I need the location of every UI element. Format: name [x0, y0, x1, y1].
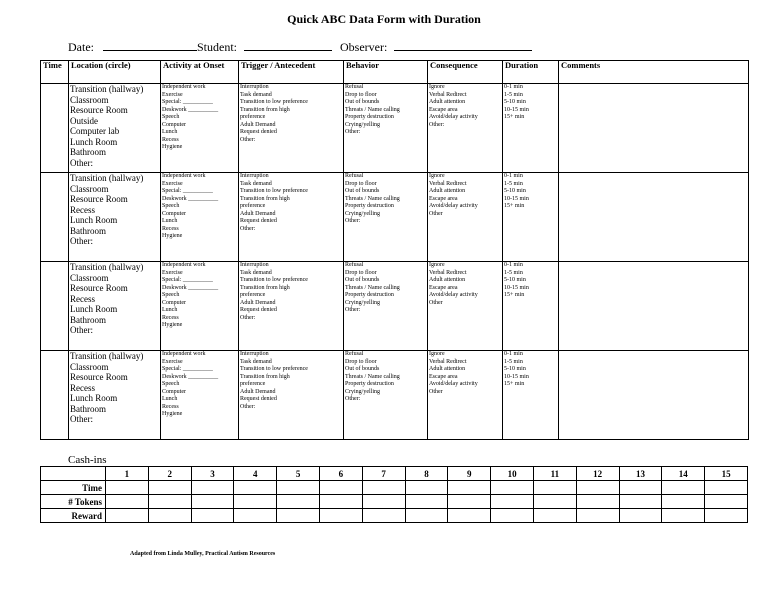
duration-option[interactable]: 15+ min [504, 203, 525, 209]
cashin-entry-cell[interactable] [619, 509, 662, 523]
activity-list [161, 262, 239, 351]
cashin-entry-cell[interactable] [405, 495, 448, 509]
trigger-option[interactable]: Transition to low preference [240, 188, 308, 194]
cashin-entry-cell[interactable] [405, 509, 448, 523]
duration-option[interactable]: 1-5 min [504, 91, 523, 98]
header-duration: Duration [503, 61, 559, 84]
behavior-option[interactable]: Crying/yelling [345, 210, 380, 217]
duration-option[interactable]: 10-15 min [504, 284, 529, 291]
abc-data-table [40, 60, 749, 440]
activitie-option[interactable]: Recess [162, 314, 179, 321]
consequence-option[interactable]: Verbal Redirect [429, 180, 467, 187]
consequence-option[interactable]: Verbal Redirect [429, 269, 467, 276]
comments-cell[interactable] [559, 262, 749, 351]
duration-option[interactable]: 0-1 min [504, 84, 523, 90]
location-option[interactable]: Recess [70, 382, 95, 393]
behavior-option[interactable]: Other: [345, 218, 361, 224]
cashins-row-label: # Tokens [41, 495, 106, 509]
header-activity: Activity at Onset [161, 61, 239, 84]
location-option[interactable]: Other: [70, 236, 93, 246]
behavior-option[interactable]: Drop to floor [345, 91, 377, 98]
abc-entry-row [41, 173, 749, 262]
location-list [69, 84, 161, 173]
location-option[interactable]: Resource Room [70, 194, 128, 204]
location-option[interactable]: Other: [70, 414, 93, 424]
activitie-option[interactable]: Deskwork __________ [162, 284, 219, 291]
cashins-number-row [41, 467, 748, 481]
consequence-list [428, 351, 503, 440]
trigger-list [239, 351, 344, 440]
consequence-option[interactable]: Escape area [429, 284, 458, 291]
duration-option[interactable]: 10-15 min [504, 195, 529, 202]
behavior-list [344, 173, 428, 262]
behavior-option[interactable]: Property destruction [345, 203, 394, 209]
location-option[interactable]: Lunch Room [70, 393, 118, 403]
cashin-entry-cell[interactable] [106, 509, 149, 523]
trigger-option[interactable]: Transition from high [240, 284, 290, 291]
comments-cell[interactable] [559, 351, 749, 440]
activitie-option[interactable]: Exercise [162, 91, 183, 98]
location-option[interactable]: Bathroom [70, 225, 106, 236]
time-cell[interactable] [41, 351, 69, 440]
location-option[interactable]: Resource Room [70, 372, 128, 382]
duration-option[interactable]: 5-10 min [504, 277, 526, 283]
abc-header-row [41, 61, 749, 84]
duration-option[interactable]: 10-15 min [504, 106, 529, 113]
cashin-entry-cell[interactable] [191, 509, 234, 523]
trigger-option[interactable]: Task demand [240, 180, 272, 187]
activitie-option[interactable]: Exercise [162, 269, 183, 276]
behavior-list [344, 262, 428, 351]
trigger-option[interactable]: Adult Demand [240, 210, 276, 217]
cashin-entry-cell[interactable] [662, 495, 705, 509]
duration-option[interactable]: 15+ min [504, 292, 525, 298]
consequence-option[interactable]: Ignore [429, 351, 445, 357]
cashins-row-label: Reward [41, 509, 106, 523]
activitie-option[interactable]: Hygiene [162, 411, 183, 417]
cashin-entry-cell[interactable] [533, 481, 576, 495]
cashin-entry-cell[interactable] [319, 481, 362, 495]
cashin-entry-cell[interactable] [362, 509, 405, 523]
cashin-number: 3 [191, 467, 234, 481]
cashin-entry-cell[interactable] [619, 481, 662, 495]
abc-entry-row [41, 84, 749, 173]
activitie-option[interactable]: Independent work [162, 84, 206, 90]
header-behavior: Behavior [344, 61, 428, 84]
activitie-option[interactable]: Exercise [162, 358, 183, 365]
cashin-number: 10 [491, 467, 534, 481]
consequence-option[interactable]: Ignore [429, 262, 445, 268]
location-list [69, 173, 161, 262]
trigger-option[interactable]: Adult Demand [240, 388, 276, 395]
cashin-entry-cell[interactable] [405, 481, 448, 495]
duration-option[interactable]: 5-10 min [504, 366, 526, 372]
consequence-list [428, 84, 503, 173]
cashin-number: 12 [576, 467, 619, 481]
activitie-option[interactable]: Special: __________ [162, 366, 213, 372]
consequence-list [428, 262, 503, 351]
page-title: Quick ABC Data Form with Duration [287, 12, 481, 26]
duration-option[interactable]: 1-5 min [504, 269, 523, 276]
location-option[interactable]: Classroom [70, 94, 109, 105]
trigger-option[interactable]: Task demand [240, 91, 272, 98]
duration-list [503, 84, 559, 173]
activitie-option[interactable]: Independent work [162, 262, 206, 268]
cashin-entry-cell[interactable] [148, 509, 191, 523]
observer-field[interactable] [394, 40, 532, 51]
consequence-option[interactable]: Adult attention [429, 366, 466, 372]
consequence-option[interactable]: Adult attention [429, 277, 466, 283]
trigger-option[interactable]: Request denied [240, 396, 277, 402]
cashin-entry-cell[interactable] [319, 509, 362, 523]
cashin-entry-cell[interactable] [448, 509, 491, 523]
location-option[interactable]: Resource Room [70, 105, 128, 115]
behavior-option[interactable]: Out of bounds [345, 188, 380, 194]
behavior-option[interactable]: Property destruction [345, 292, 394, 298]
comments-cell[interactable] [559, 173, 749, 262]
cashin-number: 14 [662, 467, 705, 481]
cashin-entry-cell[interactable] [491, 509, 534, 523]
consequence-option[interactable]: Escape area [429, 195, 458, 202]
activitie-option[interactable]: Hygiene [162, 233, 183, 239]
location-option[interactable]: Lunch Room [70, 304, 118, 314]
activity-list [161, 84, 239, 173]
activitie-option[interactable]: Independent work [162, 351, 206, 357]
cashins-row [41, 481, 748, 495]
duration-option[interactable]: 1-5 min [504, 180, 523, 187]
cashins-row-label: Time [41, 481, 106, 495]
consequence-option[interactable]: Other [429, 210, 443, 217]
location-option[interactable]: Recess [70, 293, 95, 304]
trigger-option[interactable]: Task demand [240, 358, 272, 365]
activitie-option[interactable]: Exercise [162, 180, 183, 187]
consequence-option[interactable]: Adult attention [429, 188, 466, 194]
duration-list [503, 173, 559, 262]
behavior-option[interactable]: Refusal [345, 351, 364, 357]
cashin-entry-cell[interactable] [705, 481, 748, 495]
trigger-list [239, 173, 344, 262]
consequence-option[interactable]: Avoid/delay activity [429, 381, 478, 387]
trigger-list [239, 84, 344, 173]
trigger-option[interactable]: Transition from high [240, 106, 290, 113]
trigger-option[interactable]: preference [240, 292, 266, 298]
trigger-option[interactable]: Transition to low preference [240, 99, 308, 105]
cashin-entry-cell[interactable] [662, 509, 705, 523]
date-label: Date: [68, 40, 94, 54]
trigger-option[interactable]: Adult Demand [240, 299, 276, 306]
cashin-number: 11 [533, 467, 576, 481]
activitie-option[interactable]: Deskwork __________ [162, 373, 219, 380]
behavior-option[interactable]: Threats / Name calling [345, 195, 400, 202]
cashin-entry-cell[interactable] [576, 495, 619, 509]
consequence-option[interactable]: Adult attention [429, 99, 466, 105]
trigger-option[interactable]: Other: [240, 403, 256, 410]
cashin-entry-cell[interactable] [362, 495, 405, 509]
cashin-entry-cell[interactable] [448, 481, 491, 495]
cashin-entry-cell[interactable] [619, 495, 662, 509]
location-option[interactable]: Transition (hallway) [70, 351, 144, 361]
activitie-option[interactable]: Computer [162, 210, 186, 217]
consequence-option[interactable]: Escape area [429, 106, 458, 113]
cashin-entry-cell[interactable] [533, 509, 576, 523]
cashin-entry-cell[interactable] [106, 481, 149, 495]
consequence-option[interactable]: Other: [429, 121, 445, 128]
student-field[interactable] [244, 40, 332, 51]
footer-credit: Adapted from Linda Mulley, Practical Autism Resources [130, 551, 276, 557]
location-option[interactable]: Bathroom [70, 147, 106, 157]
behavior-option[interactable]: Property destruction [345, 381, 394, 387]
cashin-number: 13 [619, 467, 662, 481]
cashin-entry-cell[interactable] [362, 481, 405, 495]
behavior-option[interactable]: Threats / Name calling [345, 373, 400, 380]
cashin-entry-cell[interactable] [576, 509, 619, 523]
cashins-label: Cash-ins [68, 454, 107, 466]
cashin-entry-cell[interactable] [148, 495, 191, 509]
location-option[interactable]: Transition (hallway) [70, 84, 144, 94]
duration-list [503, 262, 559, 351]
location-option[interactable]: Lunch Room [70, 215, 118, 225]
duration-option[interactable]: 15+ min [504, 381, 525, 387]
trigger-option[interactable]: Other: [240, 136, 256, 143]
activitie-option[interactable]: Lunch [162, 307, 178, 313]
behavior-list [344, 84, 428, 173]
cashin-entry-cell[interactable] [277, 481, 320, 495]
activitie-option[interactable]: Lunch [162, 396, 178, 402]
activitie-option[interactable]: Special: __________ [162, 99, 213, 105]
location-option[interactable]: Outside [70, 115, 98, 126]
cashin-number: 9 [448, 467, 491, 481]
location-option[interactable]: Bathroom [70, 403, 106, 414]
trigger-option[interactable]: Interruption [240, 173, 269, 179]
cashin-entry-cell[interactable] [705, 509, 748, 523]
consequence-option[interactable]: Verbal Redirect [429, 358, 467, 365]
activitie-option[interactable]: Speech [162, 381, 180, 387]
trigger-option[interactable]: Request denied [240, 129, 277, 135]
consequence-option[interactable]: Other [429, 299, 443, 306]
cashin-number: 6 [319, 467, 362, 481]
location-option[interactable]: Bathroom [70, 314, 106, 325]
activitie-option[interactable]: Lunch [162, 218, 178, 224]
cashin-entry-cell[interactable] [191, 481, 234, 495]
cashins-row [41, 495, 748, 509]
location-list [69, 351, 161, 440]
cashin-entry-cell[interactable] [234, 509, 277, 523]
duration-option[interactable]: 5-10 min [504, 188, 526, 194]
activitie-option[interactable]: Computer [162, 121, 186, 128]
behavior-option[interactable]: Crying/yelling [345, 388, 380, 395]
abc-entry-row [41, 262, 749, 351]
cashin-number: 8 [405, 467, 448, 481]
trigger-option[interactable]: Transition from high [240, 373, 290, 380]
cashin-entry-cell[interactable] [277, 495, 320, 509]
header-consequence: Consequence [428, 61, 503, 84]
behavior-option[interactable]: Refusal [345, 173, 364, 179]
location-option[interactable]: Transition (hallway) [70, 262, 144, 272]
cashins-row [41, 509, 748, 523]
cashin-entry-cell[interactable] [448, 495, 491, 509]
behavior-option[interactable]: Drop to floor [345, 358, 377, 365]
date-field[interactable] [103, 40, 197, 51]
location-option[interactable]: Lunch Room [70, 136, 118, 147]
location-option[interactable]: Classroom [70, 183, 109, 194]
behavior-option[interactable]: Refusal [345, 84, 364, 90]
form-header-fields [68, 40, 532, 55]
behavior-option[interactable]: Drop to floor [345, 180, 377, 187]
cashin-entry-cell[interactable] [191, 495, 234, 509]
activitie-option[interactable]: Lunch [162, 129, 178, 135]
consequence-option[interactable]: Avoid/delay activity [429, 114, 478, 120]
cashin-entry-cell[interactable] [106, 495, 149, 509]
cashins-table [40, 466, 748, 523]
consequence-option[interactable]: Ignore [429, 173, 445, 179]
activitie-option[interactable]: Independent work [162, 173, 206, 179]
cashin-number: 1 [106, 467, 149, 481]
activitie-option[interactable]: Speech [162, 114, 180, 120]
consequence-option[interactable]: Avoid/delay activity [429, 292, 478, 298]
location-option[interactable]: Computer lab [70, 126, 120, 136]
activitie-option[interactable]: Special: __________ [162, 188, 213, 194]
consequence-option[interactable]: Ignore [429, 84, 445, 90]
time-cell[interactable] [41, 262, 69, 351]
cashin-entry-cell[interactable] [319, 495, 362, 509]
cashin-entry-cell[interactable] [533, 495, 576, 509]
time-cell[interactable] [41, 173, 69, 262]
behavior-option[interactable]: Property destruction [345, 114, 394, 120]
behavior-option[interactable]: Drop to floor [345, 269, 377, 276]
location-option[interactable]: Classroom [70, 361, 109, 372]
activitie-option[interactable]: Recess [162, 136, 179, 143]
header-comments: Comments [559, 61, 749, 84]
time-cell[interactable] [41, 84, 69, 173]
cashin-entry-cell[interactable] [234, 495, 277, 509]
consequence-option[interactable]: Verbal Redirect [429, 91, 467, 98]
activitie-option[interactable]: Hygiene [162, 144, 183, 150]
duration-list [503, 351, 559, 440]
behavior-option[interactable]: Threats / Name calling [345, 106, 400, 113]
cashin-entry-cell[interactable] [705, 495, 748, 509]
trigger-option[interactable]: Other: [240, 314, 256, 321]
activitie-option[interactable]: Special: __________ [162, 277, 213, 283]
activitie-option[interactable]: Computer [162, 388, 186, 395]
behavior-option[interactable]: Other: [345, 396, 361, 402]
trigger-option[interactable]: preference [240, 203, 266, 209]
location-option[interactable]: Other: [70, 157, 93, 168]
behavior-option[interactable]: Crying/yelling [345, 299, 380, 306]
activitie-option[interactable]: Speech [162, 292, 180, 298]
cashin-number: 7 [362, 467, 405, 481]
cashin-entry-cell[interactable] [491, 481, 534, 495]
consequence-option[interactable]: Escape area [429, 373, 458, 380]
behavior-option[interactable]: Other: [345, 307, 361, 313]
activitie-option[interactable]: Recess [162, 225, 179, 232]
consequence-option[interactable]: Avoid/delay activity [429, 203, 478, 209]
activity-list [161, 173, 239, 262]
location-option[interactable]: Resource Room [70, 283, 128, 293]
location-list [69, 262, 161, 351]
trigger-option[interactable]: Request denied [240, 218, 277, 224]
activitie-option[interactable]: Computer [162, 299, 186, 306]
behavior-option[interactable]: Out of bounds [345, 99, 380, 105]
trigger-option[interactable]: Transition to low preference [240, 277, 308, 283]
duration-option[interactable]: 0-1 min [504, 173, 523, 179]
activitie-option[interactable]: Deskwork __________ [162, 106, 219, 113]
duration-option[interactable]: 0-1 min [504, 262, 523, 268]
trigger-option[interactable]: Request denied [240, 307, 277, 313]
behavior-option[interactable]: Out of bounds [345, 277, 380, 283]
header-trigger: Trigger / Antecedent [239, 61, 344, 84]
activitie-option[interactable]: Hygiene [162, 322, 183, 328]
behavior-option[interactable]: Threats / Name calling [345, 284, 400, 291]
trigger-option[interactable]: Interruption [240, 351, 269, 357]
cashin-number: 2 [148, 467, 191, 481]
abc-entry-row [41, 351, 749, 440]
location-option[interactable]: Other: [70, 325, 93, 335]
cashin-number: 5 [277, 467, 320, 481]
trigger-option[interactable]: Interruption [240, 262, 269, 268]
behavior-option[interactable]: Other: [345, 129, 361, 135]
trigger-option[interactable]: preference [240, 114, 266, 120]
duration-option[interactable]: 5-10 min [504, 99, 526, 105]
trigger-option[interactable]: Transition from high [240, 195, 290, 202]
activitie-option[interactable]: Speech [162, 203, 180, 209]
behavior-list [344, 351, 428, 440]
activity-list [161, 351, 239, 440]
cashin-entry-cell[interactable] [576, 481, 619, 495]
duration-option[interactable]: 0-1 min [504, 351, 523, 357]
cashin-entry-cell[interactable] [662, 481, 705, 495]
duration-option[interactable]: 1-5 min [504, 358, 523, 365]
student-label: Student: [197, 40, 238, 54]
cashin-entry-cell[interactable] [148, 481, 191, 495]
trigger-option[interactable]: Interruption [240, 84, 269, 90]
location-option[interactable]: Recess [70, 204, 95, 215]
comments-cell[interactable] [559, 84, 749, 173]
cashin-entry-cell[interactable] [234, 481, 277, 495]
duration-option[interactable]: 10-15 min [504, 373, 529, 380]
trigger-option[interactable]: Transition to low preference [240, 366, 308, 372]
consequence-option[interactable]: Other [429, 388, 443, 395]
trigger-list [239, 262, 344, 351]
observer-label: Observer: [340, 40, 388, 54]
behavior-option[interactable]: Crying/yelling [345, 121, 380, 128]
trigger-option[interactable]: Task demand [240, 269, 272, 276]
location-option[interactable]: Classroom [70, 272, 109, 283]
cashins-corner-cell [41, 467, 106, 481]
activitie-option[interactable]: Recess [162, 403, 179, 410]
behavior-option[interactable]: Out of bounds [345, 366, 380, 372]
trigger-option[interactable]: preference [240, 381, 266, 387]
trigger-option[interactable]: Adult Demand [240, 121, 276, 128]
trigger-option[interactable]: Other: [240, 225, 256, 232]
consequence-list [428, 173, 503, 262]
duration-option[interactable]: 15+ min [504, 114, 525, 120]
cashin-number: 15 [705, 467, 748, 481]
cashin-entry-cell[interactable] [277, 509, 320, 523]
activitie-option[interactable]: Deskwork __________ [162, 195, 219, 202]
location-option[interactable]: Transition (hallway) [70, 173, 144, 183]
header-time: Time [41, 61, 69, 84]
header-location: Location (circle) [69, 61, 161, 84]
cashin-entry-cell[interactable] [491, 495, 534, 509]
cashin-number: 4 [234, 467, 277, 481]
behavior-option[interactable]: Refusal [345, 262, 364, 268]
